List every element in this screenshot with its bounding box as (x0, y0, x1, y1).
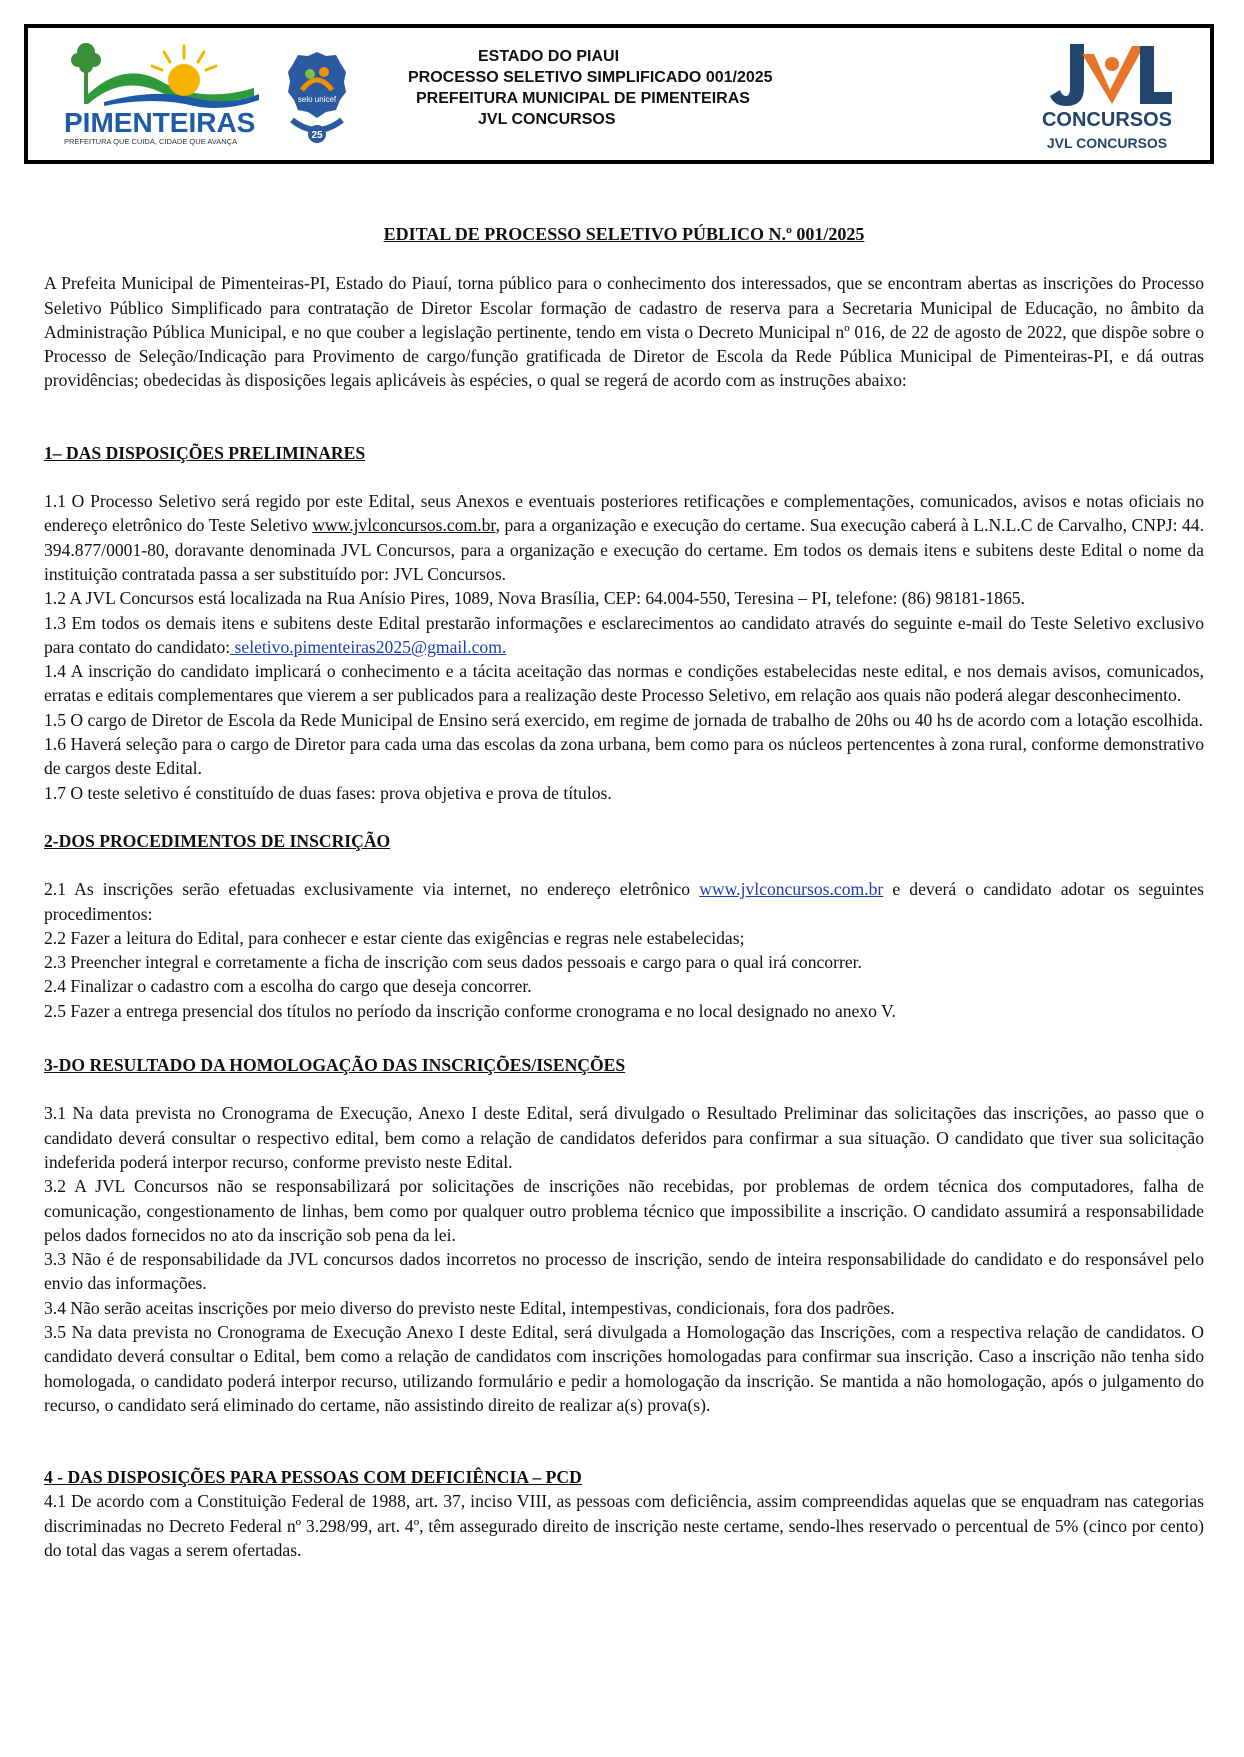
item-2-1-text-a: 2.1 As inscrições serão efetuadas exclusivamente via internet, no endereço eletrônico (44, 879, 700, 900)
item-2-4: 2.4 Finalizar o cadastro com a escolha do cargo que deseja concorrer. (44, 976, 532, 997)
item-4-1: 4.1 De acordo com a Constituição Federal de 1988, art. 37, inciso VIII, as pessoas com deficiência, assim compreendidas aquelas que se enquadram nas categorias discriminadas no Decreto Federal nº 3.298/99, art. 4º, têm assegurado direito de inscrição neste certame, sendo-lhes reservado o percentual de 5% (cinco por cento) do total das vagas a serem ofertadas. (44, 1491, 1204, 1561)
header-line-prefeitura: PREFEITURA MUNICIPAL DE PIMENTEIRAS (416, 90, 750, 107)
pimenteiras-logo-icon (64, 38, 274, 148)
section-2-heading: 2-DOS PROCEDIMENTOS DE INSCRIÇÃO (44, 830, 391, 851)
header-title-block (408, 46, 888, 130)
email-link[interactable]: seletivo.pimenteiras2025@gmail.com. (230, 636, 507, 657)
item-1-3-text: 1.3 Em todos os demais itens e subitens deste Edital prestarão informações e esclarecimentos ao candidato através do seguinte e-mail do Teste Seletivo exclusivo para contato do candidato: (44, 612, 1204, 657)
item-1-3 (44, 611, 1204, 660)
item-1-6: 1.6 Haverá seleção para o cargo de Diretor para cada uma das escolas da zona urbana, bem como para os núcleos pertencentes à zona rural, conforme demonstrativo de cargos deste Edital. (44, 734, 1204, 779)
item-2-3: 2.3 Preencher integral e corretamente a ficha de inscrição com seus dados pessoais e cargo para o qual irá concorrer. (44, 952, 862, 973)
jvl-concursos-logo-icon (1032, 36, 1182, 154)
svg-text:selo unicef: selo unicef (297, 95, 337, 104)
item-3-5: 3.5 Na data prevista no Cronograma de Execução Anexo I deste Edital, será divulgada a Homologação das Inscrições, com a respectiva relação de candidatos. O candidato deverá consultar o Edital, bem como a relação de candidatos com inscrições homologadas para confirmar sua inscrição. Caso a inscrição não tenha sido homologada, o candidato poderá interpor recurso, utilizando formulário e pedir a homologação da inscrição. Se mantida a não homologação, após o julgamento do recurso, o candidato será eliminado do certame, não assistindo direito de realizar a(s) prova(s). (44, 1321, 1204, 1415)
svg-text:JVL CONCURSOS: JVL CONCURSOS (1046, 135, 1168, 151)
section-1-heading: 1– DAS DISPOSIÇÕES PRELIMINARES (44, 442, 366, 463)
item-3-3: 3.3 Não é de responsabilidade da JVL concursos dados incorretos no processo de inscrição, sendo de inteira responsabilidade do candidato e do responsável pelo envio das informações. (44, 1249, 1204, 1294)
item-1-1-text-a: 1.1 O Processo Seletivo será regido por este Edital, seus Anexos e eventuais posteriores retificações e complementações, comunicados, avisos e notas oficiais no endereço eletrônico do Teste Seletivo (44, 491, 1204, 536)
item-2-1-text-b: e deverá o candidato adotar os seguintes procedimentos: (44, 879, 1205, 924)
document-header (24, 24, 1214, 164)
svg-text:PIMENTEIRAS: PIMENTEIRAS (64, 107, 256, 138)
header-line-process: PROCESSO SELETIVO SIMPLIFICADO 001/2025 (408, 69, 773, 86)
item-1-5: 1.5 O cargo de Diretor de Escola da Rede Municipal de Ensino será exercido, em regime de jornada de trabalho de 20hs ou 40 hs de acordo com a lotação escolhida. (44, 709, 1203, 730)
item-1-2: 1.2 A JVL Concursos está localizada na Rua Anísio Pires, 1089, Nova Brasília, CEP: 64.004-550, Teresina – PI, telefone: (86) 98181-1865. (44, 588, 1025, 609)
intro-paragraph: A Prefeita Municipal de Pimenteiras-PI, Estado do Piauí, torna público para o conhecimento dos interessados, que se encontram abertas as inscrições do Processo Seletivo Público Simplificado para contratação de Diretor Escolar formação de cadastro de reserva para a Secretaria Municipal de Educação, no âmbito da Administração Pública Municipal, e no que couber a legislação pertinente, tendo em vista o Decreto Municipal nº 016, de 22 de agosto de 2022, que dispõe sobre o Processo de Seleção/Indicação para Provimento de cargo/função gratificada de Diretor de Escola da Rede Pública Municipal de Pimenteiras-PI, e dá outras providências; obedecidas às disposições legais aplicáveis às espécies, o qual se regerá de acordo com as instruções abaixo: (44, 273, 1204, 391)
item-2-5: 2.5 Fazer a entrega presencial dos títulos no período da inscrição conforme cronograma e no local designado no anexo V. (44, 1000, 896, 1021)
document-title: EDITAL DE PROCESSO SELETIVO PÚBLICO N.º 001/2025 (383, 224, 865, 244)
item-3-1: 3.1 Na data prevista no Cronograma de Execução, Anexo I deste Edital, será divulgado o Resultado Preliminar das solicitações das inscrições, ao passo que o candidato deverá consultar o respectivo edital, bem como a relação de candidatos deferidos para confirmar a sua situação. O candidato que tiver sua solicitação indeferida poderá interpor recurso, conforme previsto neste Edital. (44, 1103, 1204, 1172)
item-1-1 (44, 489, 1204, 586)
item-1-1-text-b: , para a organização e execução do certame. Sua execução caberá à L.N.L.C de Carvalho, CNPJ: 44. 394.877/0001-80, doravante denominada JVL Concursos, para a organização e execução do certame. Em todos os demais itens e subitens deste Edital o nome da instituição contratada passa a ser substituído por: JVL Concursos. (44, 515, 1204, 584)
item-2-1 (44, 877, 1204, 926)
section-3-heading: 3-DO RESULTADO DA HOMOLOGAÇÃO DAS INSCRIÇÕES/ISENÇÕES (44, 1055, 626, 1076)
item-1-4: 1.4 A inscrição do candidato implicará o conhecimento e a tácita aceitação das normas e condições estabelecidas neste edital, e nos demais avisos, comunicados, erratas e editais complementares que vierem a ser publicados para a realização deste Processo Seletivo, em relação aos quais não poderá alegar desconhecimento. (44, 661, 1204, 706)
svg-text:PREFEITURA QUE CUIDA, CIDADE Q: PREFEITURA QUE CUIDA, CIDADE QUE AVANÇA (64, 137, 238, 146)
website-link[interactable]: www.jvlconcursos.com.br (312, 515, 496, 536)
item-1-7: 1.7 O teste seletivo é constituído de duas fases: prova objetiva e prova de títulos. (44, 782, 612, 803)
svg-text:CONCURSOS: CONCURSOS (1041, 109, 1173, 131)
section-4-heading: 4 - DAS DISPOSIÇÕES PARA PESSOAS COM DEFICIÊNCIA – PCD (44, 1467, 582, 1488)
item-2-2: 2.2 Fazer a leitura do Edital, para conhecer e estar ciente das exigências e regras nele estabelecidas; (44, 927, 745, 948)
item-3-2: 3.2 A JVL Concursos não se responsabilizará por solicitações de inscrições não recebidas, por problemas de ordem técnica dos computadores, falha de comunicação, congestionamento de linhas, bem como por qualquer outro problema técnico que impossibilite a inscrição. O candidato assumirá a responsabilidade pelos dados fornecidos no ato da inscrição sob pena da lei. (44, 1176, 1204, 1245)
document-body (44, 222, 1204, 1562)
item-3-4: 3.4 Não serão aceitas inscrições por meio diverso do previsto neste Edital, intempestivas, condicionais, fora dos padrões. (44, 1297, 895, 1318)
unicef-seal-icon (286, 50, 348, 148)
svg-text:25: 25 (311, 130, 323, 141)
header-line-jvl: JVL CONCURSOS (478, 111, 616, 128)
website-link-2[interactable]: www.jvlconcursos.com.br (699, 879, 884, 900)
header-line-state: ESTADO DO PIAUI (478, 48, 620, 65)
